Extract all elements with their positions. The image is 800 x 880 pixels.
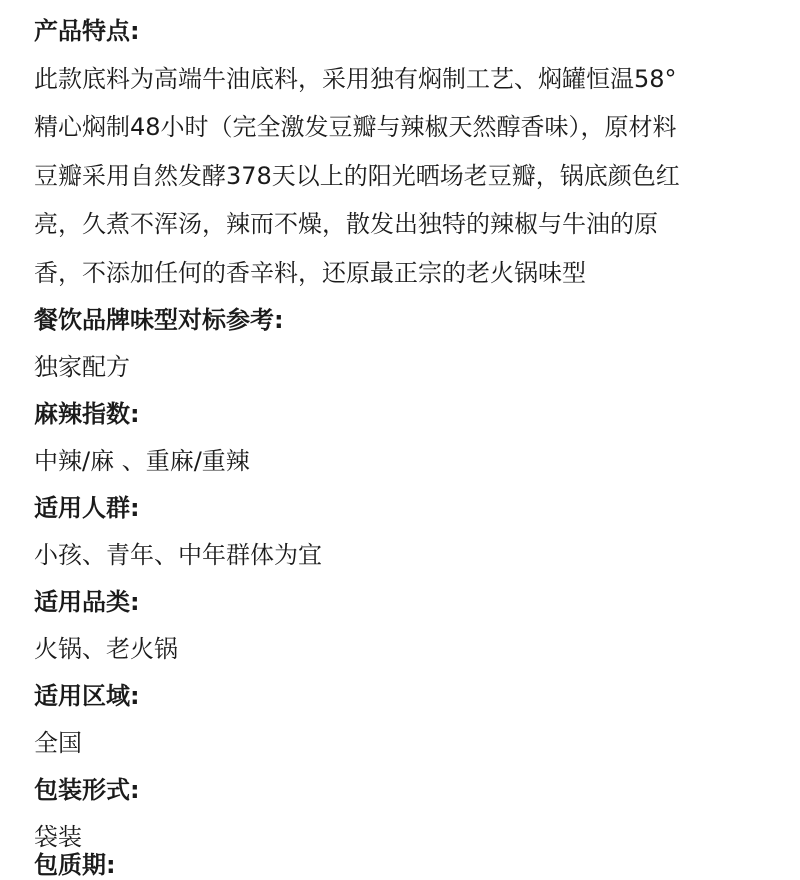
applicable-category-label: 适用品类: — [34, 587, 140, 616]
spicy-index-label: 麻辣指数: — [34, 399, 140, 428]
features-description — [34, 55, 774, 297]
product-detail-content — [34, 8, 774, 861]
partial-next-label: 包质期: — [34, 851, 116, 879]
packaging-value: 袋装 — [34, 822, 82, 851]
target-audience-value: 小孩、青年、中年群体为宜 — [34, 540, 322, 569]
features-line: 香，不添加任何的香辛料，还原最正宗的老火锅味型 — [34, 258, 586, 287]
features-label: 产品特点: — [34, 17, 140, 45]
applicable-region-label: 适用区域: — [34, 681, 140, 710]
features-line: 亮，久煮不浑汤，辣而不燥，散发出独特的辣椒与牛油的原 — [34, 210, 658, 239]
features-line: 此款底料为高端牛油底料，采用独有焖制工艺、焖罐恒温58° — [34, 65, 677, 93]
brand-flavor-value: 独家配方 — [34, 352, 130, 381]
features-line: 精心焖制48小时（完全激发豆瓣与辣椒天然醇香味），原材料 — [34, 113, 677, 142]
features-line: 豆瓣采用自然发酵378天以上的阳光晒场老豆瓣，锅底颜色红 — [34, 161, 680, 190]
applicable-region-value: 全国 — [34, 728, 82, 757]
packaging-label: 包装形式: — [34, 775, 140, 804]
applicable-category-value: 火锅、老火锅 — [34, 634, 178, 663]
spicy-index-value: 中辣/麻 、重麻/重辣 — [34, 446, 250, 475]
target-audience-label: 适用人群: — [34, 493, 140, 522]
brand-flavor-label: 餐饮品牌味型对标参考: — [34, 305, 284, 334]
